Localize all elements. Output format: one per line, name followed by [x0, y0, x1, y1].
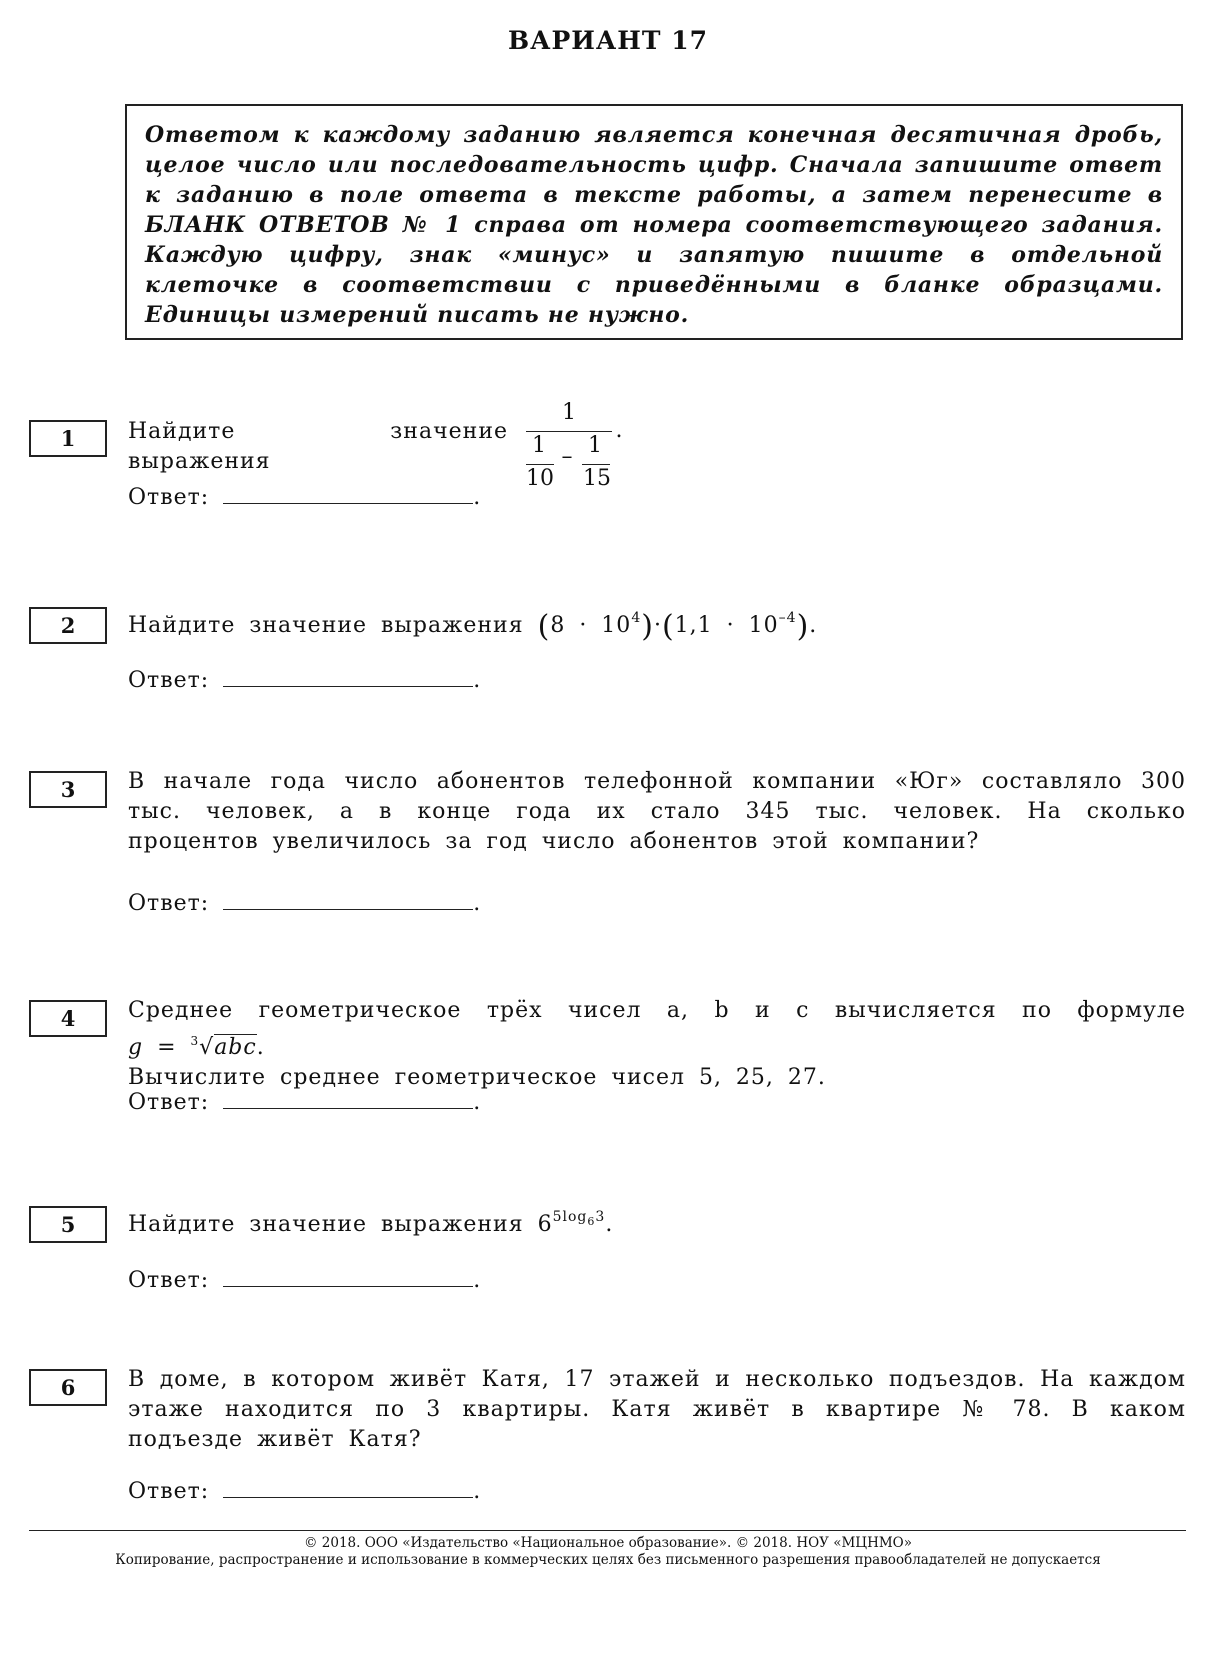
- page-title: ВАРИАНТ 17: [508, 26, 708, 55]
- task-number-4: 4: [29, 1000, 107, 1037]
- answer-row-2: Ответ: .: [128, 668, 482, 693]
- sub-fraction-b-num: 1: [588, 433, 602, 458]
- task-text-2: Найдите значение выражения: [128, 613, 524, 638]
- footer-divider: [29, 1530, 1186, 1531]
- task-number-1: 1: [29, 420, 107, 457]
- task-number-5: 5: [29, 1206, 107, 1243]
- answer-row-4: Ответ: .: [128, 1090, 482, 1115]
- answer-field-2[interactable]: [223, 666, 473, 687]
- task-text-4: Среднее геометрическое трёх чисел a, b и c вычисляется по формуле: [128, 998, 1186, 1023]
- answer-row-3: Ответ: .: [128, 891, 482, 916]
- task-number-6: 6: [29, 1369, 107, 1406]
- task-text-4b: Вычислите среднее геометрическое чисел 5, 25, 27.: [128, 1065, 826, 1090]
- task-text-6: В доме, в котором живёт Катя, 17 этажей и несколько подъездов. На каждом этаже находится по 3 квартиры. Катя живёт в квартире № 78. В каком подъезде живёт Катя?: [128, 1367, 1186, 1452]
- answer-field-5[interactable]: [223, 1266, 473, 1287]
- answer-row-5: Ответ: .: [128, 1268, 482, 1293]
- task-5-expression: $6^{5log_63}$.: [537, 1209, 614, 1237]
- fraction-minus: –: [561, 444, 573, 469]
- fraction-main-bar: [526, 431, 612, 432]
- sub-fraction-a-bar: [526, 464, 554, 465]
- instructions-box: [125, 104, 1183, 340]
- task-text-1: Найдите значение выражения: [128, 419, 508, 474]
- task-text-3: В начале года число абонентов телефонной компании «Юг» составляло 300 тыс. человек, а в конце года их стало 345 тыс. человек. На сколько процентов увеличилось за год число абонентов этой компании?: [128, 769, 1186, 854]
- task-text-2-line: [128, 603, 1186, 642]
- task-number-3: 3: [29, 771, 107, 808]
- task-1-fraction: [524, 400, 624, 500]
- task-text-4-block: [128, 996, 1186, 1093]
- task-text-5: Найдите значение выражения: [128, 1212, 524, 1237]
- footer-notice: Копирование, распространение и использование в коммерческих целях без письменного разрешения правообладателей не допускается: [115, 1552, 1101, 1568]
- answer-field-3[interactable]: [223, 889, 473, 910]
- footer-copyright: © 2018. ООО «Издательство «Национальное образование». © 2018. НОУ «МЦНМО»: [304, 1535, 912, 1551]
- task-2-expression: $(8 \cdot 10^4)\cdot(1,1 \cdot 10^{-4})$.: [537, 609, 818, 644]
- answer-row-6: Ответ: .: [128, 1479, 482, 1504]
- sub-fraction-a-num: 1: [532, 433, 546, 458]
- answer-label: Ответ:: [128, 485, 210, 510]
- fraction-numerator: 1: [562, 400, 576, 425]
- answer-row-1: Ответ: .: [128, 485, 482, 510]
- task-number-2: 2: [29, 607, 107, 644]
- task-text-5-line: [128, 1202, 1186, 1240]
- answer-field-1[interactable]: [223, 483, 473, 504]
- answer-field-4[interactable]: [223, 1088, 473, 1109]
- task-4-formula: g = $^3$√abc.: [128, 1034, 265, 1060]
- sub-fraction-a-den: 10: [526, 466, 554, 491]
- sub-fraction-b-den: 15: [583, 466, 611, 491]
- answer-field-6[interactable]: [223, 1477, 473, 1498]
- fraction-end-dot: .: [615, 418, 623, 443]
- instructions-text: Ответом к каждому заданию является конечная десятичная дробь, целое число или последовательность цифр. Сначала запишите ответ к заданию в поле ответа в тексте работы, а затем перенесите в БЛАНК ОТВЕТОВ № 1 справа от номера соответствующего задания. Каждую цифру, знак «минус» и запятую пишите в отдельной клеточке в соответствии с приведёнными в бланке образцами. Единицы измерений писать не нужно.: [145, 122, 1163, 328]
- sub-fraction-b-bar: [582, 464, 610, 465]
